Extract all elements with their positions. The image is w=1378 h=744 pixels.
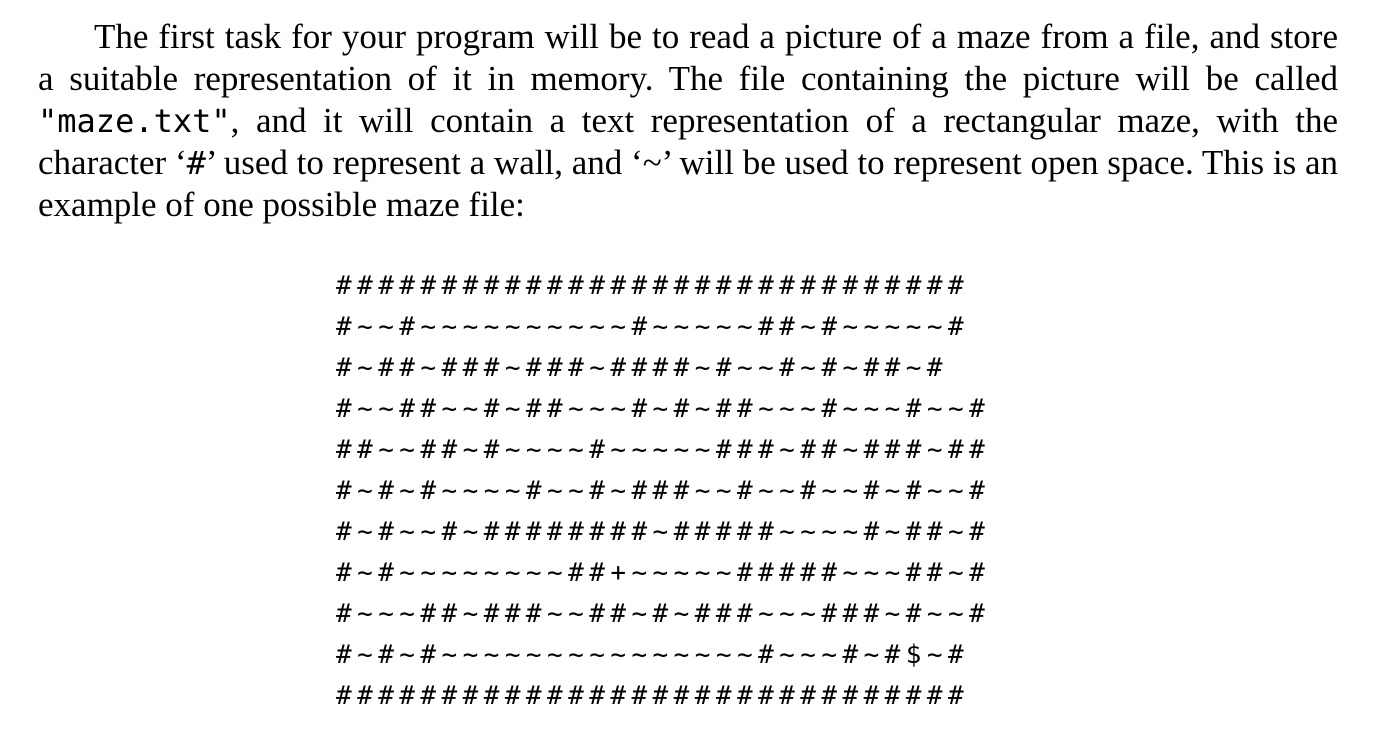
maze-row: ############################## bbox=[336, 271, 970, 301]
paragraph-text-part-3: ’ used to represent a wall, and ‘~’ will be used to represent open space. This is an example of one possible maze file: bbox=[38, 143, 1338, 224]
maze-row: #~~##~~#~##~~~#~#~##~~~#~~~#~~# bbox=[336, 394, 991, 424]
maze-row: #~~~##~###~~##~#~###~~~###~#~~# bbox=[336, 599, 991, 629]
paragraph-text-part-2: , and it will contain a text representation of a rectangular maze, with the character ‘ bbox=[38, 101, 1338, 182]
maze-row: #~~#~~~~~~~~~~#~~~~~##~#~~~~~# bbox=[336, 312, 970, 342]
maze-row: ##~~##~#~~~~#~~~~~###~##~###~## bbox=[336, 435, 991, 465]
maze-row: #~##~###~###~####~#~~#~#~##~# bbox=[336, 353, 948, 383]
filename-code: "maze.txt" bbox=[38, 102, 231, 140]
maze-row: #~#~#~~~~#~~#~###~~#~~#~~#~#~~# bbox=[336, 476, 991, 506]
instruction-paragraph bbox=[38, 16, 1338, 226]
maze-row: #~#~#~~~~~~~~~~~~~~~#~~~#~#$~# bbox=[336, 640, 970, 670]
maze-row: #~#~~#~########~#####~~~~#~##~# bbox=[336, 517, 991, 547]
maze-row: ############################## bbox=[336, 681, 970, 711]
maze-row: #~#~~~~~~~~##+~~~~~#####~~~##~# bbox=[336, 558, 991, 588]
maze-example bbox=[336, 266, 1016, 717]
wall-character: # bbox=[186, 144, 206, 182]
paragraph-text-part-1: The first task for your program will be to read a picture of a maze from a file, and store a suitable representation of it in memory. The file containing the picture will be called bbox=[38, 17, 1338, 98]
